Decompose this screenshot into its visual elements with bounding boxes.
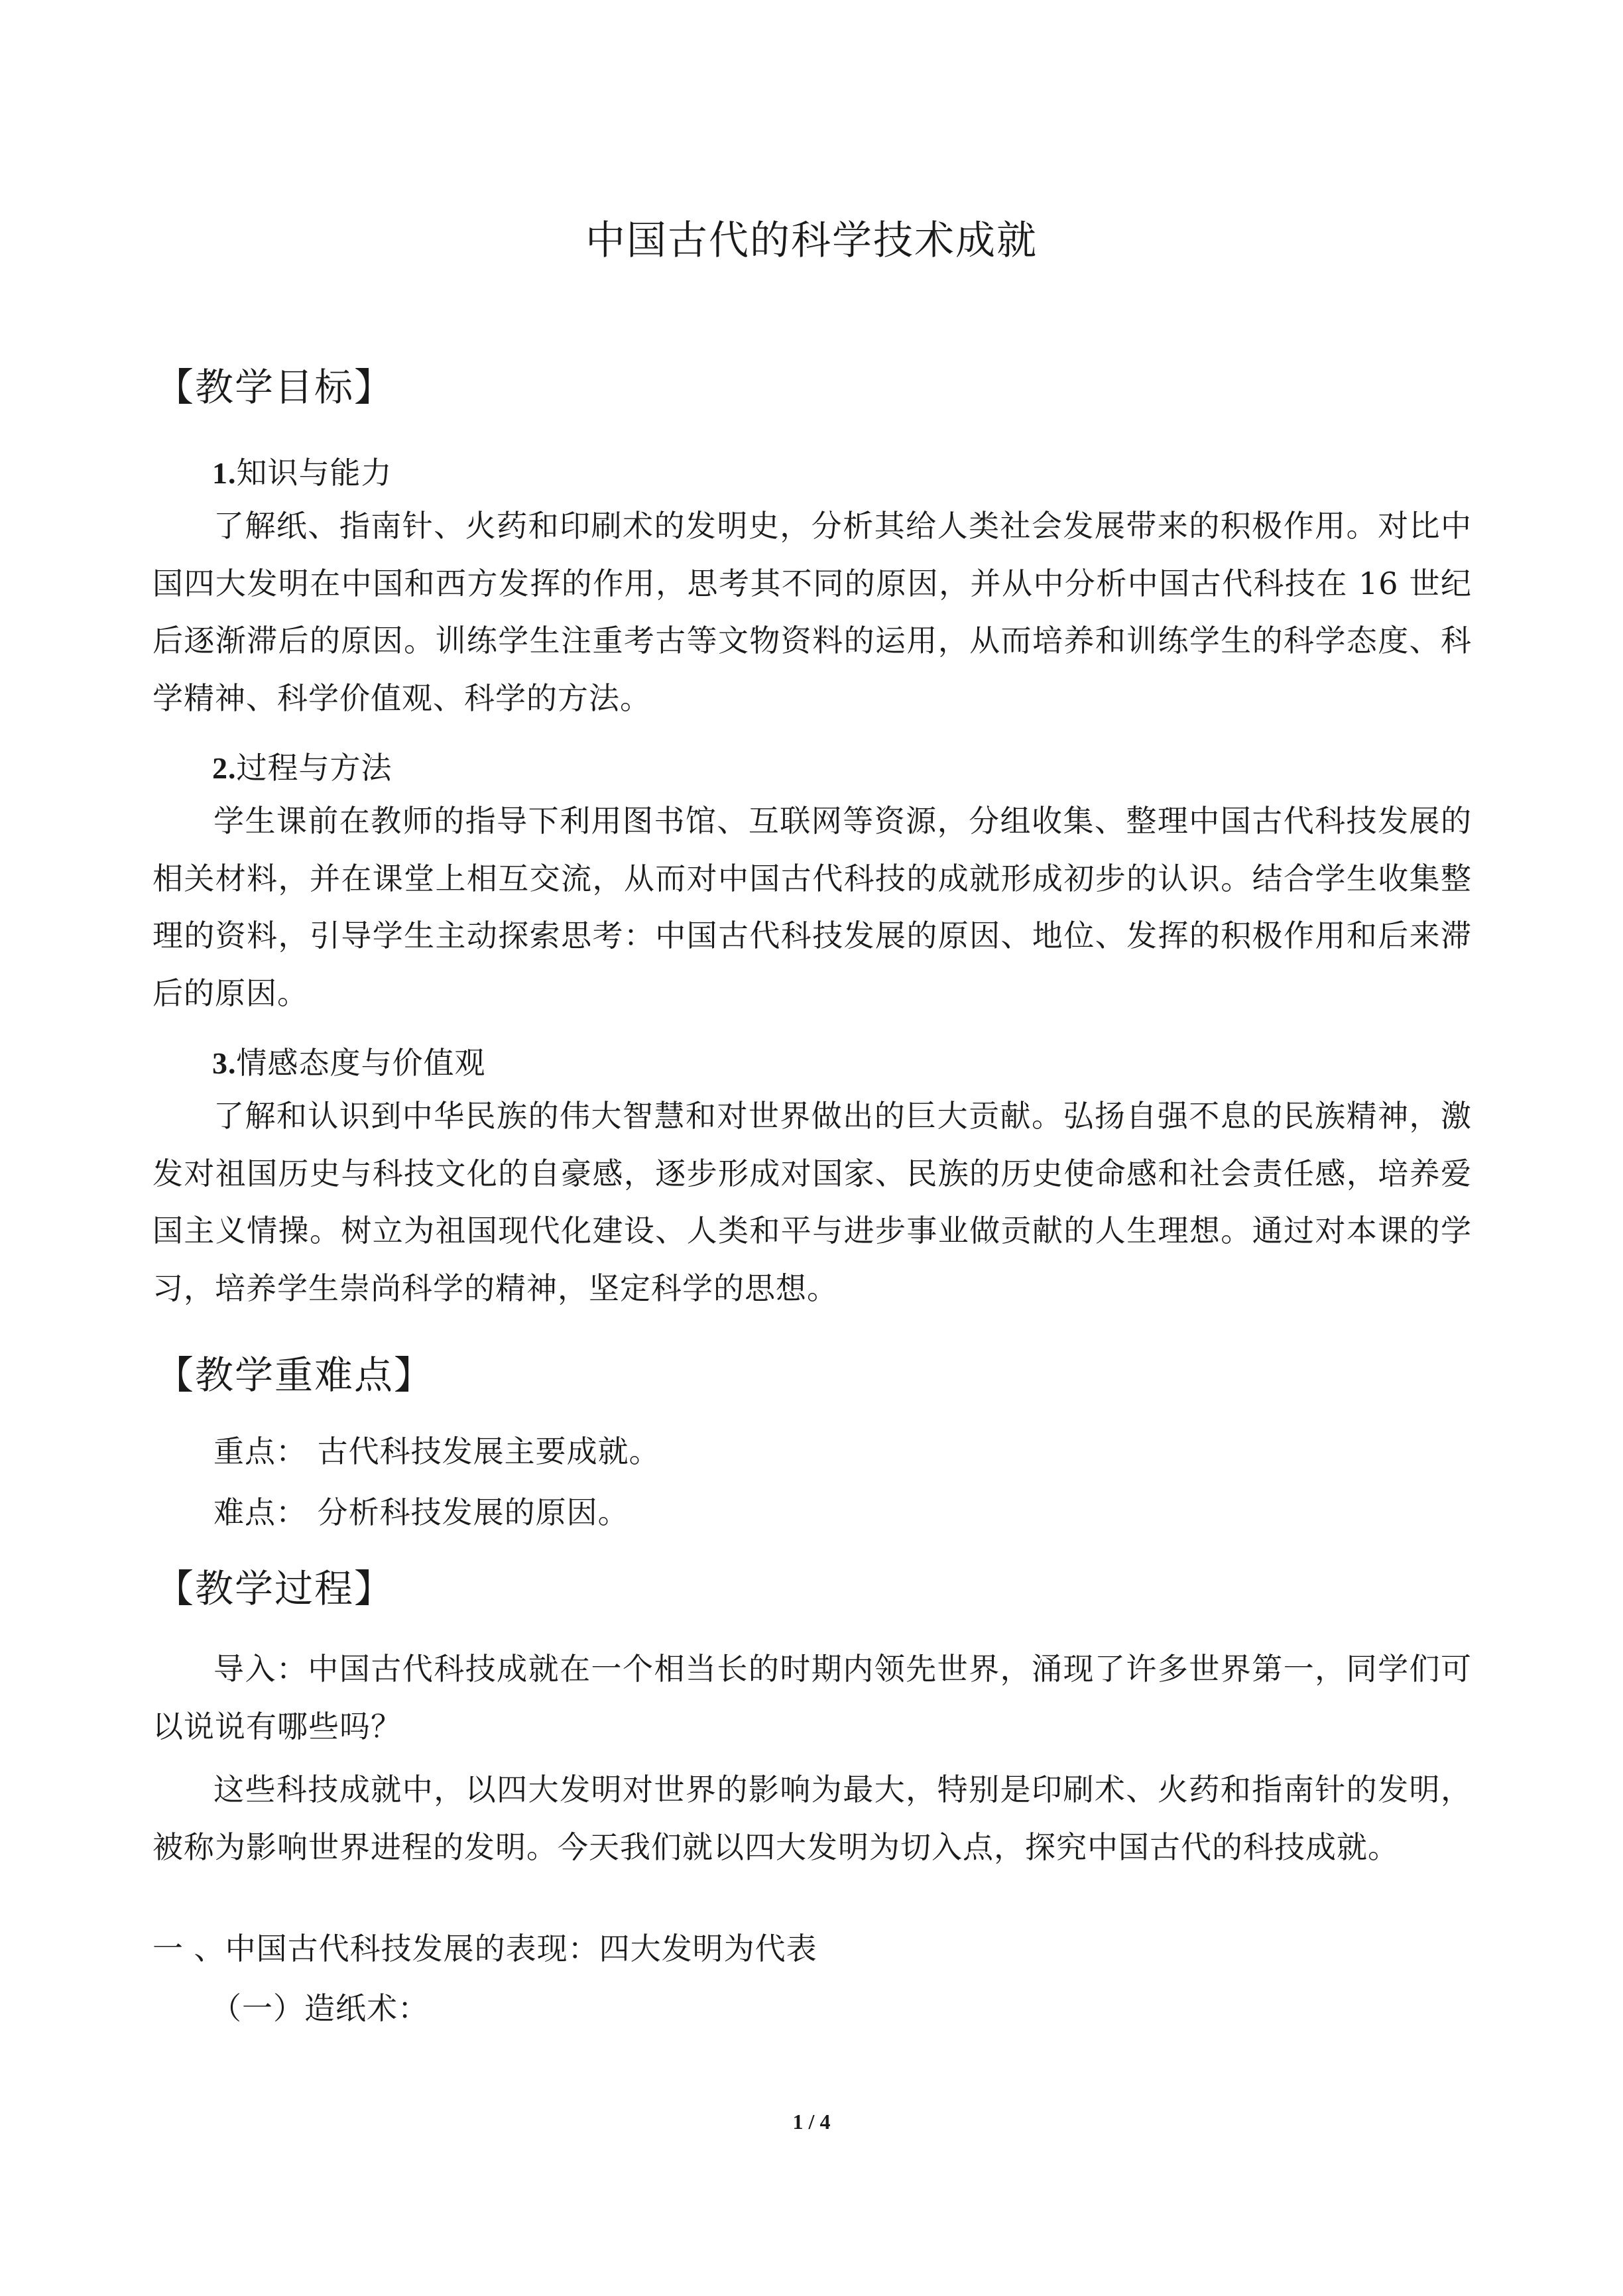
heading-teaching-process: 【教学过程】 bbox=[155, 1566, 394, 1611]
paragraph-four-inventions: 这些科技成就中，以四大发明对世界的影响为最大，特别是印刷术、火药和指南针的发明，被称为影响世界进程的发明。今天我们就以四大发明为切入点，探究中国古代的科技成就。 bbox=[152, 1772, 1472, 1865]
subheading-knowledge bbox=[212, 450, 392, 497]
subheading-emotion bbox=[212, 1040, 486, 1087]
subheading-label: 知识与能力 bbox=[236, 455, 392, 491]
subheading-number: 2. bbox=[212, 751, 237, 785]
list-item-section-one: 一 、中国古代科技发展的表现：四大发明为代表 bbox=[152, 1931, 817, 1966]
subheading-label: 情感态度与价值观 bbox=[236, 1045, 486, 1081]
subheading-number: 1. bbox=[212, 456, 237, 490]
subheading-label: 过程与方法 bbox=[236, 750, 392, 786]
subheading-process bbox=[212, 745, 392, 792]
page-number: 1 / 4 bbox=[792, 2110, 831, 2134]
paragraph-emotion: 了解和认识到中华民族的伟大智慧和对世界做出的巨大贡献。弘扬自强不息的民族精神，激发对祖国历史与科技文化的自豪感，逐步形成对国家、民族的历史使命感和社会责任感，培养爱国主义情操。树立为祖国现代化建设、人类和平与进步事业做贡献的人生理想。通过对本课的学习，培养学生崇尚科学的精神，坚定科学的思想。 bbox=[152, 1098, 1472, 1306]
heading-objectives: 【教学目标】 bbox=[155, 365, 394, 410]
key-point-line: 重点： 古代科技发展主要成就。 bbox=[213, 1433, 660, 1469]
document-title: 中国古代的科学技术成就 bbox=[585, 217, 1038, 264]
paragraph-process: 学生课前在教师的指导下利用图书馆、互联网等资源，分组收集、整理中国古代科技发展的相关材料，并在课堂上相互交流，从而对中国古代科技的成就形成初步的认识。结合学生收集整理的资料，引导学生主动探索思考：中国古代科技发展的原因、地位、发挥的积极作用和后来滞后的原因。 bbox=[152, 803, 1472, 1011]
paragraph-intro: 导入：中国古代科技成就在一个相当长的时期内领先世界，涌现了许多世界第一，同学们可以说说有哪些吗？ bbox=[152, 1651, 1472, 1744]
heading-key-points: 【教学重难点】 bbox=[155, 1353, 434, 1398]
paragraph-knowledge: 了解纸、指南针、火药和印刷术的发明史，分析其给人类社会发展带来的积极作用。对比中国四大发明在中国和西方发挥的作用，思考其不同的原因，并从中分析中国古代科技在 16 世纪后逐渐滞后的原因。训练学生注重考古等文物资料的运用，从而培养和训练学生的科学态度、科学精神、科学价值观、科学的方法。 bbox=[152, 508, 1472, 716]
subheading-number: 3. bbox=[212, 1046, 237, 1080]
difficulty-line: 难点： 分析科技发展的原因。 bbox=[213, 1494, 629, 1530]
list-item-papermaking: （一）造纸术： bbox=[211, 1990, 429, 2026]
